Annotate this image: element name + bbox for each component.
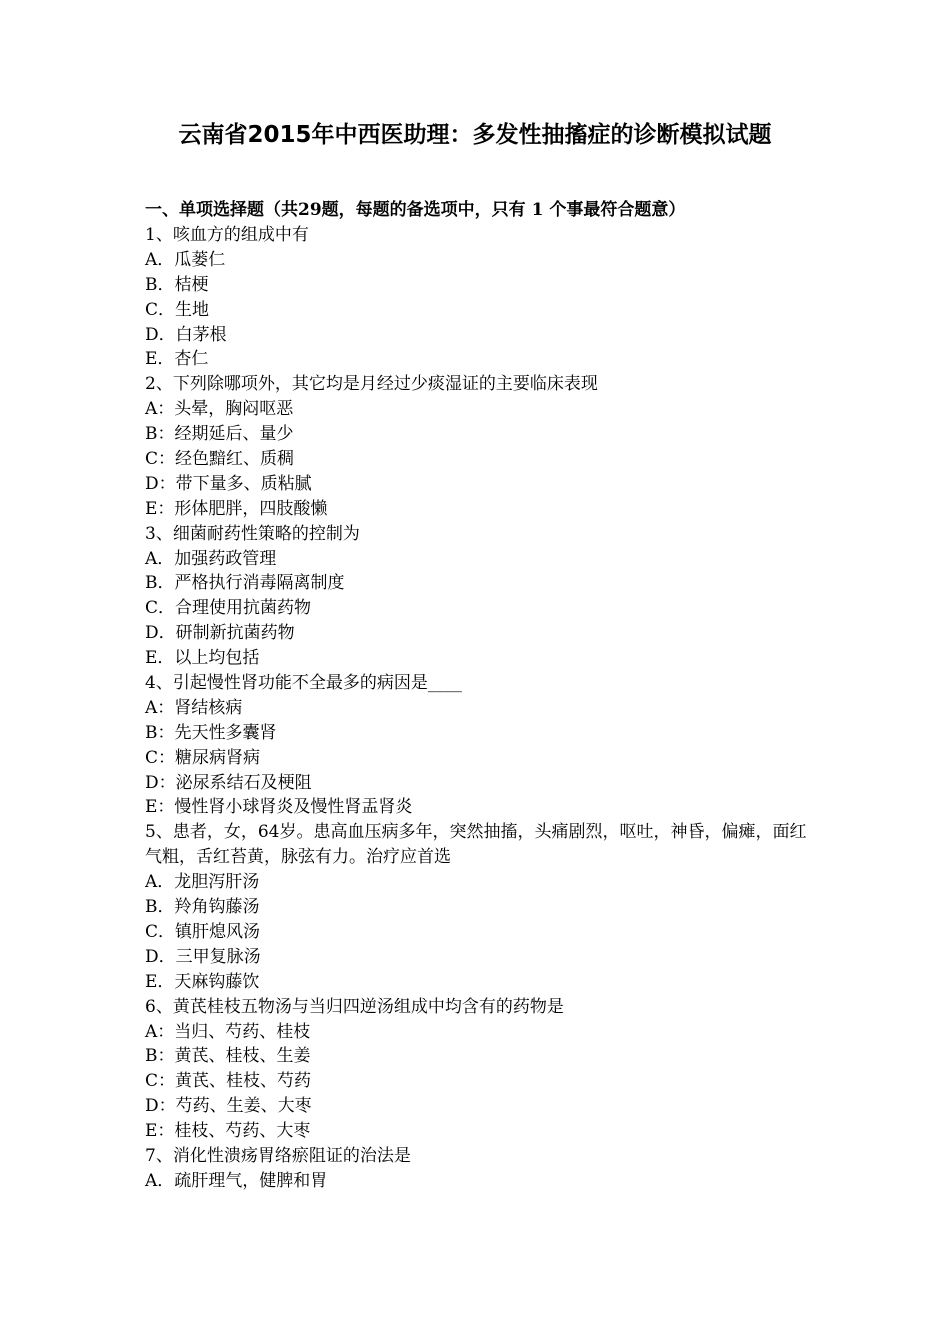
answer-option: C．镇肝熄风汤 — [145, 921, 261, 942]
question-item — [145, 223, 815, 372]
answer-option: B．桔梗 — [145, 274, 209, 295]
answer-option: B．严格执行消毒隔离制度 — [145, 573, 345, 594]
answer-option: A：当归、芍药、桂枝 — [145, 1021, 311, 1042]
answer-option: C：经色黯红、质稠 — [145, 449, 295, 470]
answer-option: B．羚角钩藤汤 — [145, 897, 260, 918]
answer-option: E．天麻钩藤饮 — [145, 971, 260, 992]
answer-option: D：泌尿系结石及梗阻 — [145, 772, 312, 793]
question-stem: 1、咳血方的组成中有 — [145, 225, 309, 245]
answer-option: A：肾结核病 — [145, 697, 243, 718]
answer-option: C．生地 — [145, 299, 210, 320]
answer-option: D．三甲复脉汤 — [145, 946, 261, 967]
question-item — [145, 671, 815, 820]
answer-option: A．疏肝理气，健脾和胃 — [145, 1170, 328, 1191]
answer-option: E：慢性肾小球肾炎及慢性肾盂肾炎 — [145, 797, 413, 818]
answer-option: A．加强药政管理 — [145, 548, 277, 569]
section-heading: 一、单项选择题（共29题，每题的备选项中，只有 1 个事最符合题意） — [145, 200, 686, 220]
answer-option: B：经期延后、量少 — [145, 424, 294, 445]
question-item — [145, 1144, 815, 1194]
answer-option: A．瓜蒌仁 — [145, 249, 226, 270]
answer-option: C：糖尿病肾病 — [145, 747, 261, 768]
question-stem: 2、下列除哪项外，其它均是月经过少痰湿证的主要临床表现 — [145, 374, 598, 395]
answer-option: C．合理使用抗菌药物 — [145, 598, 312, 619]
question-stem: 3、细菌耐药性策略的控制为 — [145, 523, 360, 544]
question-stem: 7、消化性溃疡胃络瘀阻证的治法是 — [145, 1145, 411, 1166]
answer-option: B：先天性多囊肾 — [145, 722, 277, 743]
answer-option: C：黄芪、桂枝、芍药 — [145, 1071, 312, 1092]
page-title: 云南省2015年中西医助理：多发性抽搐症的诊断模拟试题 — [178, 122, 772, 148]
question-stem: 4、引起慢性肾功能不全最多的病因是____ — [145, 673, 462, 694]
answer-option: E．杏仁 — [145, 349, 209, 370]
answer-option: A：头晕，胸闷呕恶 — [145, 399, 294, 420]
question-stem: 6、黄芪桂枝五物汤与当归四逆汤组成中均含有的药物是 — [145, 996, 564, 1017]
answer-option: D．白茅根 — [145, 324, 227, 345]
question-item — [145, 522, 815, 671]
answer-option: E．以上均包括 — [145, 648, 260, 669]
question-item — [145, 372, 815, 521]
answer-option: E：形体肥胖，四肢酸懒 — [145, 498, 328, 519]
answer-option: D：带下量多、质粘腻 — [145, 473, 312, 494]
question-stem: 5、患者，女，64岁。患高血压病多年，突然抽搐，头痛剧烈，呕吐，神昏，偏瘫，面红气粗，舌红苔黄，脉弦有力。治疗应首选 — [145, 822, 807, 868]
question-item — [145, 995, 815, 1144]
question-list — [145, 223, 815, 1194]
answer-option: B：黄芪、桂枝、生姜 — [145, 1046, 311, 1067]
answer-option: E：桂枝、芍药、大枣 — [145, 1121, 311, 1142]
answer-option: D：芍药、生姜、大枣 — [145, 1096, 312, 1117]
answer-option: D．研制新抗菌药物 — [145, 623, 295, 644]
question-item — [145, 820, 815, 994]
answer-option: A．龙胆泻肝汤 — [145, 872, 260, 893]
